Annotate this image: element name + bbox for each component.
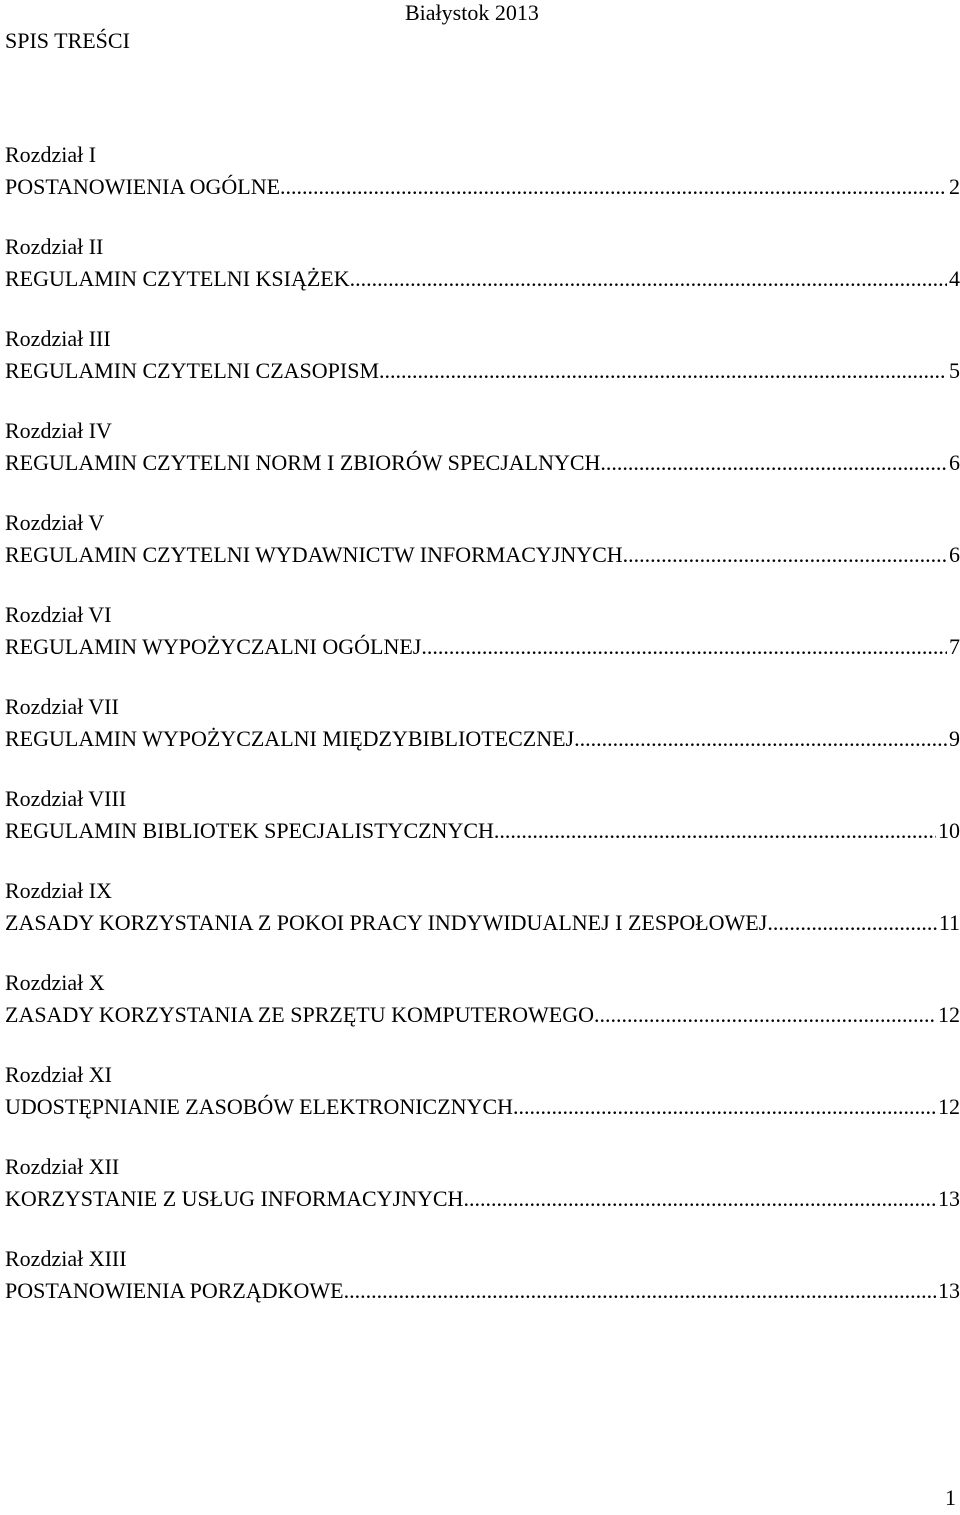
chapter-label: Rozdział X bbox=[5, 970, 105, 995]
chapter-label: Rozdział XIII bbox=[5, 1246, 127, 1271]
dot-leader bbox=[574, 728, 947, 750]
dot-leader bbox=[379, 360, 947, 382]
dot-leader bbox=[623, 544, 947, 566]
chapter-name: REGULAMIN CZYTELNI WYDAWNICTW INFORMACYJNYCH bbox=[5, 542, 623, 567]
dot-leader bbox=[594, 1004, 936, 1026]
chapter-name: POSTANOWIENIA PORZĄDKOWE bbox=[5, 1278, 344, 1303]
chapter-name: REGULAMIN CZYTELNI KSIĄŻEK bbox=[5, 266, 350, 291]
chapter-label: Rozdział IX bbox=[5, 878, 112, 903]
toc-entry[interactable] bbox=[5, 144, 960, 236]
chapter-label: Rozdział VIII bbox=[5, 786, 127, 811]
dot-leader bbox=[767, 912, 937, 934]
chapter-page-number: 6 bbox=[949, 542, 960, 567]
toc-entry[interactable] bbox=[5, 1156, 960, 1248]
chapter-name: UDOSTĘPNIANIE ZASOBÓW ELEKTRONICZNYCH bbox=[5, 1094, 514, 1119]
toc-line bbox=[5, 268, 960, 290]
chapter-name: ZASADY KORZYSTANIA ZE SPRZĘTU KOMPUTEROWEGO bbox=[5, 1002, 594, 1027]
chapter-page-number: 9 bbox=[949, 726, 960, 751]
chapter-page-number: 6 bbox=[949, 450, 960, 475]
toc-line bbox=[5, 1188, 960, 1210]
toc-entry[interactable] bbox=[5, 788, 960, 880]
toc-entry[interactable] bbox=[5, 236, 960, 328]
dot-leader bbox=[350, 268, 947, 290]
chapter-name: POSTANOWIENIA OGÓLNE bbox=[5, 174, 281, 199]
chapter-page-number: 11 bbox=[938, 910, 960, 935]
toc-line bbox=[5, 820, 960, 842]
toc-line bbox=[5, 544, 960, 566]
chapter-label: Rozdział XII bbox=[5, 1154, 120, 1179]
dot-leader bbox=[280, 176, 947, 198]
chapter-label: Rozdział I bbox=[5, 142, 97, 167]
chapter-name: REGULAMIN WYPOŻYCZALNI OGÓLNEJ bbox=[5, 634, 422, 659]
chapter-name: REGULAMIN WYPOŻYCZALNI MIĘDZYBIBLIOTECZNEJ bbox=[5, 726, 575, 751]
chapter-name: ZASADY KORZYSTANIA Z POKOI PRACY INDYWIDUALNEJ I ZESPOŁOWEJ bbox=[5, 910, 768, 935]
toc-line bbox=[5, 176, 960, 198]
dot-leader bbox=[600, 452, 947, 474]
chapter-name: REGULAMIN CZYTELNI CZASOPISM bbox=[5, 358, 379, 383]
toc-line bbox=[5, 912, 960, 934]
chapter-page-number: 2 bbox=[949, 174, 960, 199]
toc-line bbox=[5, 1096, 960, 1118]
toc-entry[interactable] bbox=[5, 420, 960, 512]
dot-leader bbox=[513, 1096, 936, 1118]
toc-entry[interactable] bbox=[5, 1248, 960, 1340]
toc-entry[interactable] bbox=[5, 972, 960, 1064]
chapter-name: KORZYSTANIE Z USŁUG INFORMACYJNYCH bbox=[5, 1186, 464, 1211]
toc-entry[interactable] bbox=[5, 880, 960, 972]
toc-line bbox=[5, 360, 960, 382]
chapter-page-number: 13 bbox=[938, 1278, 960, 1303]
toc-line bbox=[5, 728, 960, 750]
dot-leader bbox=[421, 636, 947, 658]
dot-leader bbox=[344, 1280, 936, 1302]
chapter-label: Rozdział V bbox=[5, 510, 105, 535]
chapter-label: Rozdział VI bbox=[5, 602, 112, 627]
chapter-label: Rozdział III bbox=[5, 326, 111, 351]
chapter-page-number: 4 bbox=[949, 266, 960, 291]
toc-line bbox=[5, 1004, 960, 1026]
chapter-name: REGULAMIN CZYTELNI NORM I ZBIORÓW SPECJALNYCH bbox=[5, 450, 601, 475]
chapter-page-number: 5 bbox=[949, 358, 960, 383]
toc-line bbox=[5, 1280, 960, 1302]
toc-entry[interactable] bbox=[5, 328, 960, 420]
chapter-name: REGULAMIN BIBLIOTEK SPECJALISTYCZNYCH bbox=[5, 818, 494, 843]
dot-leader bbox=[494, 820, 936, 842]
toc-entry[interactable] bbox=[5, 1064, 960, 1156]
chapter-label: Rozdział XI bbox=[5, 1062, 112, 1087]
toc-title: SPIS TREŚCI bbox=[5, 28, 130, 53]
chapter-label: Rozdział VII bbox=[5, 694, 119, 719]
dot-leader bbox=[463, 1188, 936, 1210]
toc-line bbox=[5, 636, 960, 658]
chapter-label: Rozdział IV bbox=[5, 418, 112, 443]
chapter-page-number: 7 bbox=[949, 634, 960, 659]
footer-page-number: 1 bbox=[945, 1485, 956, 1510]
chapter-page-number: 12 bbox=[938, 1094, 960, 1119]
chapter-page-number: 12 bbox=[938, 1002, 960, 1027]
toc-entry[interactable] bbox=[5, 512, 960, 604]
chapter-label: Rozdział II bbox=[5, 234, 104, 259]
header-location-year: Białystok 2013 bbox=[405, 0, 539, 25]
chapter-page-number: 10 bbox=[938, 818, 960, 843]
chapter-page-number: 13 bbox=[938, 1186, 960, 1211]
toc-line bbox=[5, 452, 960, 474]
table-of-contents bbox=[5, 144, 960, 1340]
toc-entry[interactable] bbox=[5, 604, 960, 696]
toc-entry[interactable] bbox=[5, 696, 960, 788]
